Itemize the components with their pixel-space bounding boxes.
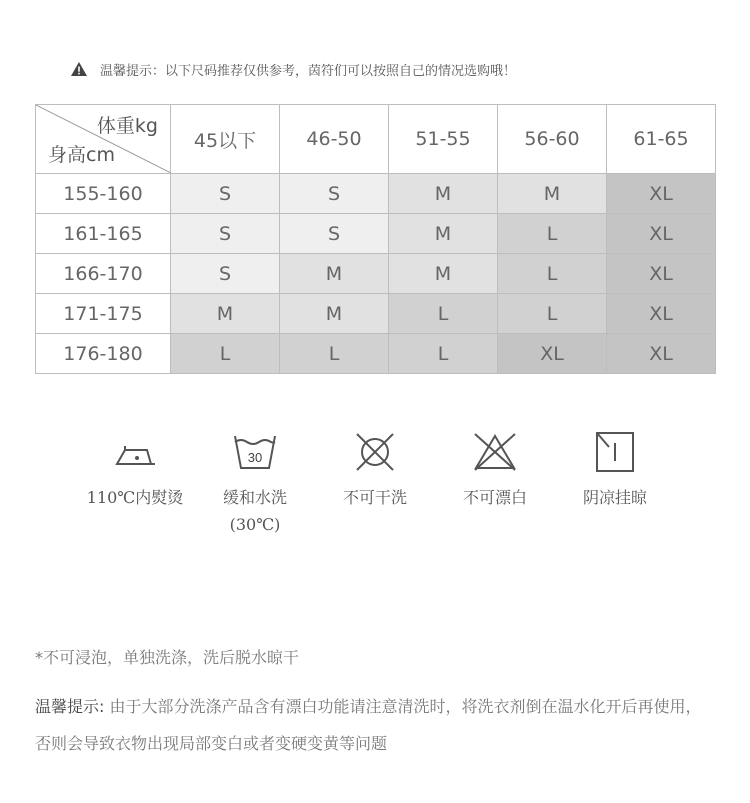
weight-axis-label: 体重kg (96, 115, 158, 137)
size-cell: S (280, 174, 389, 214)
care-label (195, 484, 315, 538)
care-item-no-bleach (435, 430, 555, 511)
warm-tip-key: 温馨提示: (35, 697, 105, 716)
size-cell: L (498, 214, 607, 254)
size-cell: XL (498, 334, 607, 374)
size-cell: M (280, 294, 389, 334)
iron-icon (111, 430, 159, 474)
no-dry-clean-icon (351, 430, 399, 474)
weight-column-header: 61-65 (607, 105, 716, 174)
size-cell: L (171, 334, 280, 374)
size-cell: S (280, 214, 389, 254)
table-row (36, 294, 716, 334)
weight-column-header: 51-55 (389, 105, 498, 174)
size-cell: L (389, 294, 498, 334)
size-cell: M (389, 214, 498, 254)
table-row (36, 254, 716, 294)
size-cell: L (498, 294, 607, 334)
warm-tip (35, 688, 715, 762)
size-cell: M (171, 294, 280, 334)
care-label-line: (30℃) (229, 515, 281, 534)
weight-column-header: 45以下 (171, 105, 280, 174)
weight-column-header: 56-60 (498, 105, 607, 174)
table-row (36, 214, 716, 254)
care-item-no-dry-clean (315, 430, 435, 511)
size-cell: XL (607, 254, 716, 294)
care-item-iron (75, 430, 195, 511)
height-row-header: 155-160 (36, 174, 171, 214)
notice-text: 温馨提示：以下尺码推荐仅供参考，茵符们可以按照自己的情况选购哦！ (100, 63, 517, 79)
care-label: 110℃内熨烫 (86, 488, 184, 507)
size-cell: L (280, 334, 389, 374)
size-cell: S (171, 174, 280, 214)
size-chart-table (35, 104, 716, 374)
shade-dry-icon (591, 430, 639, 474)
care-label: 阴凉挂晾 (582, 488, 647, 507)
care-item-shade-dry (555, 430, 675, 511)
size-notice (70, 59, 516, 79)
size-cell: XL (607, 294, 716, 334)
wash-30-icon (231, 430, 279, 474)
size-cell: L (389, 334, 498, 374)
size-cell: XL (607, 334, 716, 374)
height-row-header: 166-170 (36, 254, 171, 294)
table-row (36, 174, 716, 214)
size-cell: M (280, 254, 389, 294)
size-cell: M (389, 254, 498, 294)
size-cell: M (389, 174, 498, 214)
size-cell: L (498, 254, 607, 294)
size-cell: XL (607, 174, 716, 214)
table-corner-cell (36, 105, 171, 174)
size-cell: XL (607, 214, 716, 254)
size-cell: S (171, 214, 280, 254)
wash-temp-text: 30 (247, 450, 263, 465)
height-row-header: 171-175 (36, 294, 171, 334)
weight-column-header: 46-50 (280, 105, 389, 174)
care-item-wash (195, 430, 315, 538)
care-label: 不可漂白 (462, 488, 527, 507)
care-label-line: 缓和水洗 (222, 488, 287, 507)
height-row-header: 176-180 (36, 334, 171, 374)
table-header-row (36, 105, 716, 174)
size-cell: M (498, 174, 607, 214)
no-bleach-icon (471, 430, 519, 474)
care-note: *不可浸泡，单独洗涤，洗后脱水晾干 (35, 648, 300, 667)
table-row (36, 334, 716, 374)
care-label: 不可干洗 (342, 488, 407, 507)
height-row-header: 161-165 (36, 214, 171, 254)
warm-tip-text: 由于大部分洗涤产品含有漂白功能请注意清洗时，将洗衣剂倒在温水化开后再使用，否则会导致衣物出现局部变白或者变硬变黄等问题 (35, 697, 702, 753)
size-cell: S (171, 254, 280, 294)
warning-icon (70, 61, 88, 77)
height-axis-label: 身高cm (48, 144, 115, 166)
